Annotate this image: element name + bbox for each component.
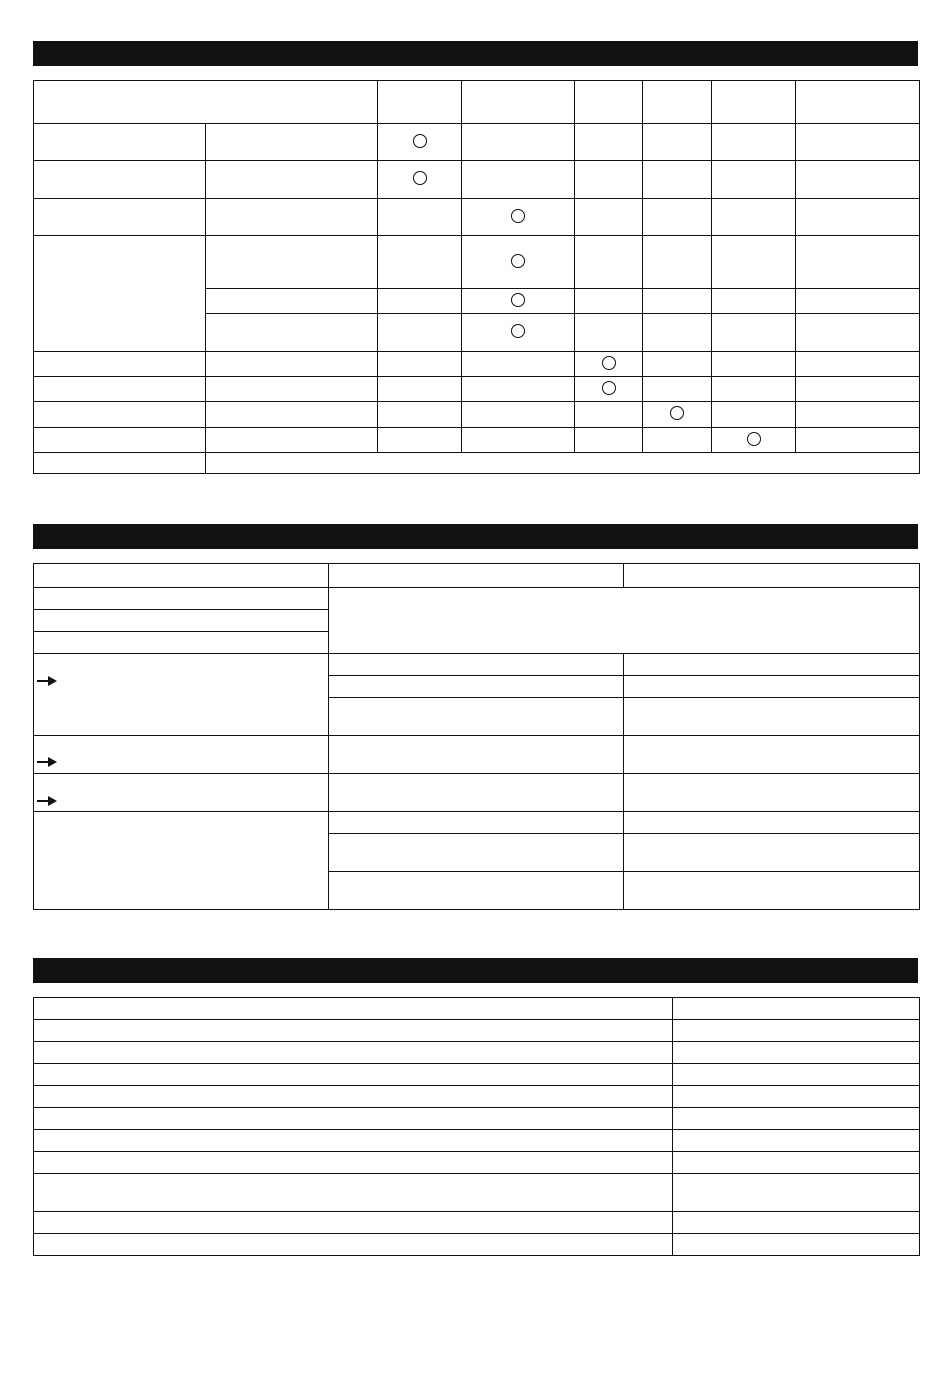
section-1-header — [33, 41, 918, 66]
table-2-merged-cell — [329, 588, 920, 654]
table-1-header-cell — [462, 81, 575, 124]
arrow-right-icon — [36, 795, 58, 807]
section-2-header — [33, 524, 918, 549]
table-1 — [33, 80, 920, 474]
table-1-header-cell — [796, 81, 920, 124]
table-row — [34, 812, 920, 834]
table-2-group-cell — [34, 654, 329, 736]
table-row — [34, 428, 920, 453]
arrow-right-icon — [36, 675, 58, 687]
table-row — [34, 1086, 920, 1108]
circle-mark-icon — [511, 209, 525, 223]
table-1-header-cell — [643, 81, 712, 124]
table-row — [34, 124, 920, 161]
table-1-header-cell — [712, 81, 796, 124]
table-row — [34, 352, 920, 377]
table-1-header-row — [34, 81, 920, 124]
table-2-header-row — [34, 564, 920, 588]
circle-mark-icon — [670, 406, 684, 420]
table-row — [34, 1042, 920, 1064]
table-row — [34, 998, 920, 1020]
circle-mark-icon — [413, 134, 427, 148]
section-3-header — [33, 958, 918, 983]
table-row — [34, 199, 920, 236]
table-1-header-cell — [378, 81, 462, 124]
table-row — [34, 1174, 920, 1212]
table-row — [34, 588, 920, 610]
table-row — [34, 236, 920, 289]
table-2 — [33, 563, 920, 910]
table-row — [34, 1212, 920, 1234]
table-1-header-cell — [34, 81, 378, 124]
table-1-header-cell — [575, 81, 643, 124]
table-3 — [33, 997, 920, 1256]
table-1-group-cell — [34, 236, 206, 352]
table-row — [34, 1152, 920, 1174]
table-2-group-cell — [34, 812, 329, 910]
circle-mark-icon — [747, 432, 761, 446]
table-row — [34, 1108, 920, 1130]
circle-mark-icon — [511, 293, 525, 307]
table-row — [34, 736, 920, 774]
circle-mark-icon — [511, 324, 525, 338]
arrow-right-icon — [36, 756, 58, 768]
circle-mark-icon — [413, 171, 427, 185]
table-row — [34, 1130, 920, 1152]
circle-mark-icon — [602, 356, 616, 370]
table-row — [34, 402, 920, 428]
table-row — [34, 377, 920, 402]
table-row — [34, 774, 920, 812]
table-row — [34, 1020, 920, 1042]
table-row — [34, 161, 920, 199]
circle-mark-icon — [511, 254, 525, 268]
table-row — [34, 1234, 920, 1256]
table-1-footer-cell — [206, 453, 920, 474]
table-row — [34, 654, 920, 676]
circle-mark-icon — [602, 381, 616, 395]
table-row — [34, 453, 920, 474]
table-row — [34, 1064, 920, 1086]
